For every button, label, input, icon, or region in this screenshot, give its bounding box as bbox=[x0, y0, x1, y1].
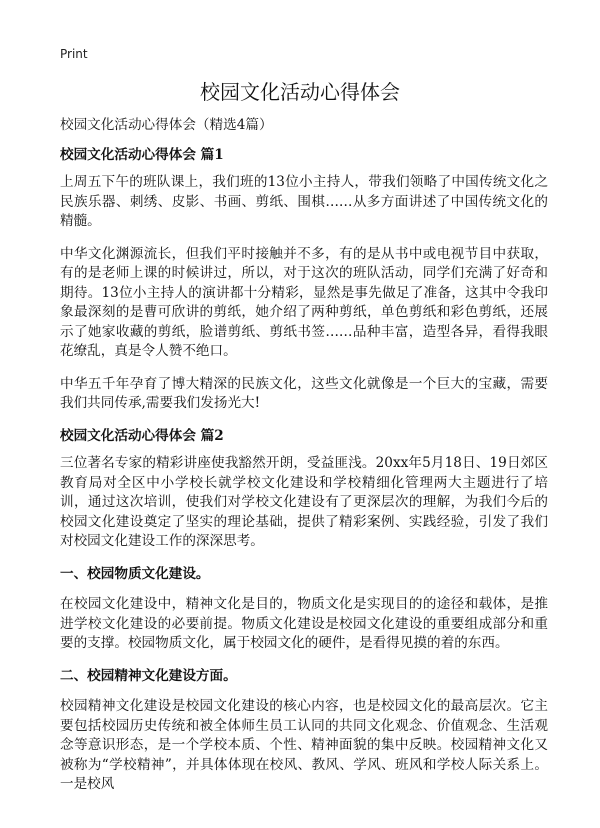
document-body bbox=[60, 116, 548, 808]
paragraph: 在校园文化建设中，精神文化是目的，物质文化是实现目的的途径和载体，是推进学校文化建设的必要前提。物质文化建设是校园文化建设的重要组成部分和重要的支撑。校园物质文化，属于校园文化的硬件，是看得见摸的着的东西。 bbox=[60, 596, 548, 651]
paragraph: 中华文化渊源流长，但我们平时接触并不多，有的是从书中或电视节目中获取，有的是老师上课的时候讲过，所以，对于这次的班队活动，同学们充满了好奇和期待。13位小主持人的演讲都十分精彩，显然是事先做足了准备，这其中令我印象最深刻的是曹可欣讲的剪纸，她介绍了两种剪纸，单色剪纸和彩色剪纸，还展示了她家收藏的剪纸，脸谱剪纸、剪纸书签……品种丰富，造型各异，看得我眼花缭乱，真是令人赞不绝口。 bbox=[60, 245, 548, 359]
subsection-heading-material-culture: 一、校园物质文化建设。 bbox=[60, 565, 210, 582]
paragraph: 中华五千年孕育了博大精深的民族文化，这些文化就像是一个巨大的宝藏，需要我们共同传承,需要我们发扬光大! bbox=[60, 375, 548, 411]
paragraph: 上周五下午的班队课上，我们班的13位小主持人，带我们领略了中国传统文化之民族乐器、刺绣、皮影、书画、剪纸、围棋……从多方面讲述了中国传统文化的精髓。 bbox=[60, 174, 548, 229]
section-heading-2: 校园文化活动心得体会 篇2 bbox=[60, 427, 224, 444]
subsection-heading-spiritual-culture: 二、校园精神文化建设方面。 bbox=[60, 667, 237, 684]
page-title: 校园文化活动心得体会 bbox=[200, 80, 400, 104]
paragraph: 三位著名专家的精彩讲座使我豁然开朗，受益匪浅。20xx年5月18日、19日郊区教育局对全区中小学校长就学校文化建设和学校精细化管理两大主题进行了培训，通过这次培训，使我们对学校文化建设有了更深层次的理解，为我们今后的校园文化建设奠定了坚实的理论基础，提供了精彩案例、实践经验，引发了我们对校园文化建设工作的深深思考。 bbox=[60, 455, 548, 549]
paragraph: 校园精神文化建设是校园文化建设的核心内容，也是校园文化的最高层次。它主要包括校园历史传统和被全体师生员工认同的共同文化观念、价值观念、生活观念等意识形态，是一个学校本质、个性、精神面貌的集中反映。校园精神文化又被称为“学校精神”，并具体体现在校风、教风、学风、班风和学校人际关系上。一是校风 bbox=[60, 698, 548, 792]
document-subtitle: 校园文化活动心得体会（精选4篇） bbox=[60, 117, 273, 133]
print-link[interactable]: Print bbox=[60, 47, 88, 61]
section-heading-1: 校园文化活动心得体会 篇1 bbox=[60, 146, 224, 163]
